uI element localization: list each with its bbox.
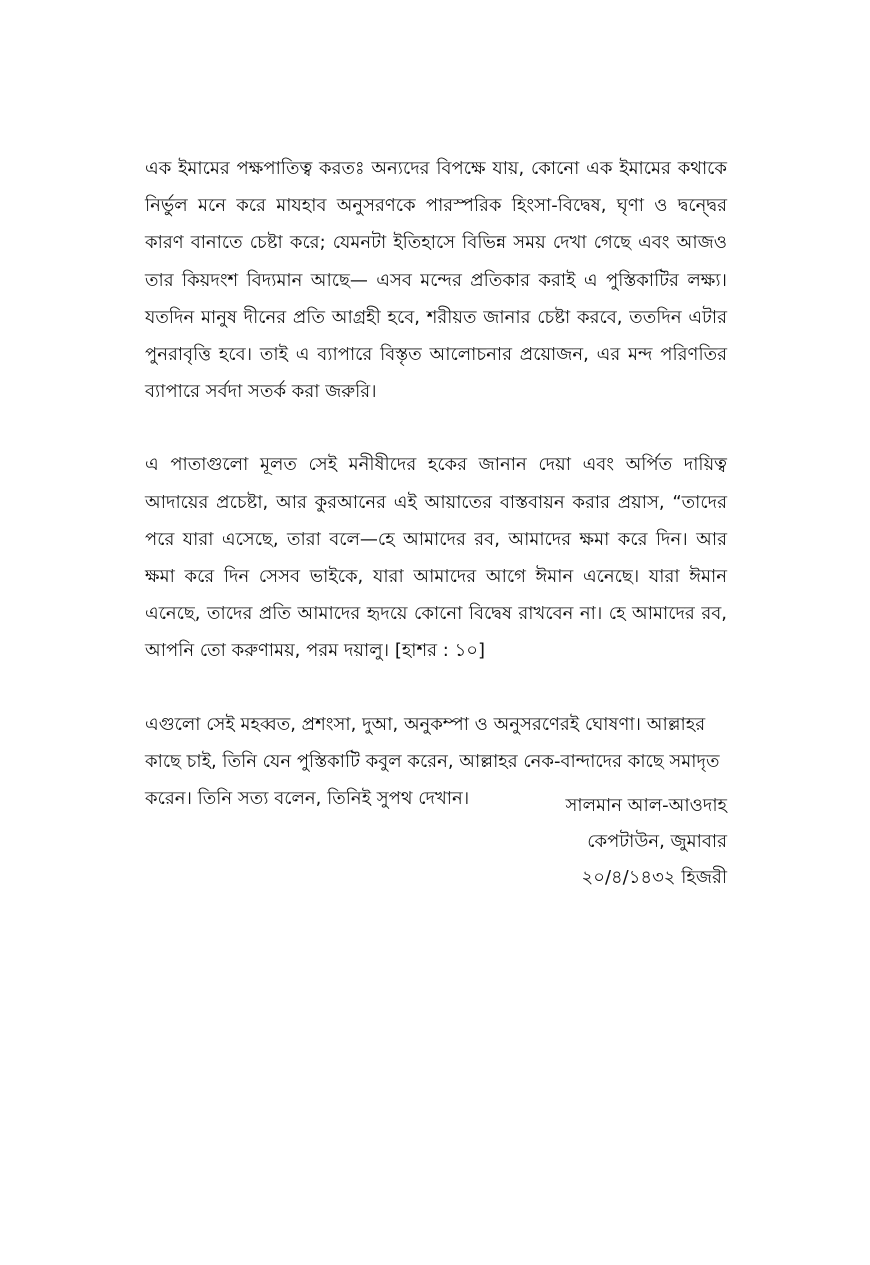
paragraph-quran-verse: এ পাতাগুলো মূলত সেই মনীষীদের হকের জানান দেয়া এবং অর্পিত দায়িত্ব আদায়ের প্রচেষ্টা, আর কুরআনের এই আয়াতের বাস্তবায়ন করার প্রয়াস, “তাদের পরে যারা এসেছে, তারা বলে—হে আমাদের রব, আমাদের ক্ষমা করে দিন। আর ক্ষমা করে দিন সেসব ভাইকে, যারা আমাদের আগে ঈমান এনেছে। যারা ঈমান এনেছে, তাদের প্রতি আমাদের হৃদয়ে কোনো বিদ্বেষ রাখবেন না। হে আমাদের রব, আপনি তো করুণাময়, পরম দয়ালু। [হাশর : ১০] bbox=[145, 454, 727, 662]
signature-author: সালমান আল-আওদাহ bbox=[565, 795, 727, 816]
paragraph-closing: এগুলো সেই মহব্বত, প্রশংসা, দুআ, অনুকম্পা ও অনুসরণেরই ঘোষণা। আল্লাহর কাছে চাই, তিনি যেন পুস্তিকাটি কবুল করেন, আল্লাহর নেক-বান্দাদের কাছে সমাদৃত করেন। তিনি সত্য বলেন, তিনিই সুপথ দেখান। bbox=[145, 713, 720, 810]
document-body bbox=[145, 150, 727, 817]
paragraph-intro: এক ইমামের পক্ষপাতিত্ব করতঃ অন্যদের বিপক্ষে যায়, কোনো এক ইমামের কথাকে নির্ভুল মনে করে মাযহাব অনুসরণকে পারস্পরিক হিংসা-বিদ্বেষ, ঘৃণা ও দ্বন্দ্বের কারণ বানাতে চেষ্টা করে; যেমনটা ইতিহাসে বিভিন্ন সময় দেখা গেছে এবং আজও তার কিয়দংশ বিদ্যমান আছে— এসব মন্দের প্রতিকার করাই এ পুস্তিকাটির লক্ষ্য। যতদিন মানুষ দীনের প্রতি আগ্রহী হবে, শরীয়ত জানার চেষ্টা করবে, ততদিন এটার পুনরাবৃত্তি হবে। তাই এ ব্যাপারে বিস্তৃত আলোচনার প্রয়োজন, এর মন্দ পরিণতির ব্যাপারে সর্বদা সতর্ক করা জরুরি। bbox=[145, 158, 727, 403]
signature-block bbox=[566, 788, 727, 896]
signature-place-day: কেপটাউন, জুমাবার bbox=[587, 831, 727, 852]
signature-date: ২০/৪/১৪৩২ হিজরী bbox=[581, 867, 727, 888]
